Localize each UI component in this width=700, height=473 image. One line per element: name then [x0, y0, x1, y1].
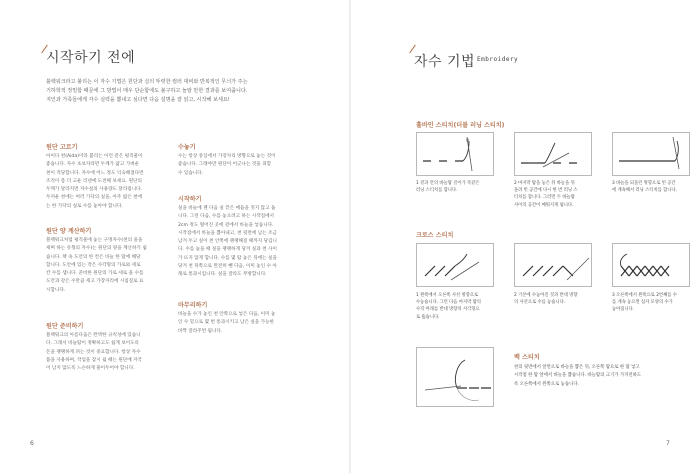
caption-line: 3 오른쪽에서 왼쪽으로 2번째를 수	[612, 293, 677, 298]
text-line: 좋습니다. 자수 초보자라면 두께가 얇고 가벼운	[46, 162, 140, 168]
page-title: 시작하기 전에	[46, 50, 136, 66]
holbein-step-2-illustration	[514, 132, 592, 176]
caption-line: 놓아집니다.	[612, 307, 635, 313]
caption-line: 1 겉과 안의 바늘땀 길이가 똑같은	[416, 181, 480, 186]
caption-line: 를 계속 놓으면 십자 모양의 수가	[612, 300, 673, 306]
section-heading-embroider: 수놓기	[178, 144, 196, 151]
page-title-techniques	[414, 51, 518, 71]
text-line: 시합니다.	[46, 287, 66, 293]
text-line: 는 한 가닥의 실로 수를 놓아야 합니다.	[46, 203, 123, 209]
holbein-step-3-illustration	[612, 132, 690, 176]
intro-paragraph	[46, 78, 248, 106]
text-line: 아이다 천(Aida)이라 불리는 이런 같은 평직물이	[46, 154, 143, 159]
caption-line: 수놓습니다. 그런 다음 마지막 땀의	[416, 300, 481, 306]
text-line: 블랙워크처럼 평직물에 놓는 구멍자수(천의 올을	[46, 238, 143, 243]
caption-line: 에 계속해서 러닝 스티치를 합니다.	[612, 188, 677, 194]
page-title-subtitle: Embroidery	[477, 56, 519, 63]
stitch-diagram	[515, 133, 593, 177]
holbein-step-1-caption	[416, 180, 496, 194]
section-heading-fabric: 원단 고르기	[46, 144, 78, 151]
text-line: 틀을 사용하며, 작업을 잠시 쉴 때는 원단에 자국	[46, 357, 142, 363]
stitch-diagram	[417, 133, 495, 177]
caption-line: 2 마지막 땀을 놓은 뒤 바늘을 뒤	[514, 181, 575, 186]
holbein-step-2-caption	[514, 180, 594, 209]
intro-line: 기하학적 정밀함 때문에 그 방법이 매우 단순함에도 불구하고 놀랄 만한 결과를 보여줍니다.	[46, 88, 248, 95]
caption-line: 러닝 스티치를 합니다.	[416, 188, 458, 194]
stitch-diagram	[417, 348, 495, 408]
stitch-diagram	[613, 244, 691, 288]
cross-step-3-illustration	[612, 243, 690, 287]
text-line: 바짝 잘라주면 됩니다.	[178, 328, 223, 334]
section-heading-prepare: 원단 준비하기	[46, 323, 84, 330]
section-text-prepare	[46, 332, 171, 373]
holbein-step-1-illustration	[416, 132, 494, 176]
cross-stitch-heading: 크로스 스티치	[416, 232, 454, 239]
text-line: 이 남지 않도록 느슨하게 풀어두어야 합니다.	[46, 366, 135, 372]
text-line: 수 있습니다.	[178, 170, 204, 176]
text-line: 칸 수를 셉니다. 준비한 원단의 가로 세로 올 수를	[46, 271, 144, 277]
text-line: 두께가 달라지면 자수실의 사용량도 달라집니다.	[46, 187, 143, 193]
intro-line: 지인과 가족들에게 자수 실력을 뽐내고 싶다면 다음 설명을 잘 읽고, 시작해 보세요!	[46, 97, 230, 104]
caption-line: 의 사선으로 수를 놓습니다.	[514, 300, 566, 306]
text-line: 2cm 정도 떨어진 곳에 겉에서 바늘을 넣습니다.	[178, 222, 274, 228]
text-line: 다. 그래서 바늘땀이 정확하고도 쉽게 보이도록	[46, 341, 140, 347]
text-line: 니다. 그런 다음, 수를 놓으려고 하는 시작점에서	[178, 214, 274, 220]
right-page	[350, 0, 700, 473]
section-text-start	[178, 205, 303, 280]
back-stitch-heading: 백 스티치	[514, 354, 540, 361]
text-line: 록 오른쪽에서 왼쪽으로 놓습니다.	[514, 381, 579, 387]
text-line: 좋습니다. 그래야만 원단이 어긋나는 것을 피할	[178, 162, 272, 168]
section-heading-amount: 원단 양 계산하기	[46, 228, 92, 235]
text-line: 시작점에서 바늘을 뽑아내고, 천 뒷면에 남는 조금	[178, 230, 277, 236]
intro-line: 블랙워크라고 불리는 이 자수 기법은 원단과 실의 뚜렷한 컬러 대비와 반복적인 무늬가 주는	[46, 79, 248, 85]
page-title-text: 자수 기법	[414, 54, 476, 70]
page-number-right: 7	[666, 440, 670, 447]
text-line: 가 뜨지 않게 합니다. 수를 몇 땀 놓은 뒤에는 실을	[178, 255, 277, 261]
text-line: 습니다. 책 속 도안의 한 칸은 바늘 한 땀에 해당	[46, 254, 141, 260]
cross-step-2-caption	[514, 292, 594, 306]
caption-line: 티치를 합니다. 그러면 두 바늘땀	[514, 195, 575, 201]
caption-line: 사이의 공간이 메워지게 됩니다.	[514, 202, 574, 208]
back-stitch-text	[514, 364, 674, 389]
text-line: 돈을 팽팽하게 펴는 것이 중요합니다. 항상 자수	[46, 349, 141, 355]
text-line: 세며 하는 유형의 자수)는 원단의 양을 계산하기 쉽	[46, 246, 147, 252]
cross-step-1-illustration	[416, 243, 494, 287]
text-line: 다. 수를 놓을 때 실을 팽팽하게 당겨 실과 천 사이	[178, 247, 277, 253]
text-line: 합니다. 도안에 있는 작은 사각형의 가로와 세로	[46, 262, 141, 268]
section-heading-finish: 마무리하기	[178, 302, 208, 309]
section-text-fabric	[46, 153, 171, 211]
text-line: 두꺼운 천에는 여러 가닥의 실을, 아주 얇은 천에	[46, 195, 142, 201]
text-line: 천의 뒷면에서 앞면으로 바늘을 뽑은 뒤, 오른쪽 땀으로 한 땀 넣고	[514, 365, 640, 370]
stitch-diagram	[515, 244, 593, 288]
holbein-stitch-heading: 홀바인 스티치(더블 러닝 스티치)	[416, 122, 505, 129]
cross-step-2-illustration	[514, 243, 592, 287]
text-line: 래로 통과시킵니다. 실을 잘라도 무방합니다.	[178, 272, 267, 278]
text-line: 시작점 한 땀 앞에서 바늘을 뽑습니다. 바늘땀의 크기가 가지런하도	[514, 373, 642, 379]
text-line: 블랙워크의 아름다움은 완벽한 규칙성에 있습니	[46, 333, 141, 338]
text-line: 바늘을 수가 놓인 천 안쪽으로 넣은 다음, 이미 놓	[178, 312, 276, 317]
text-line: 실을 바늘에 꿴 다음 실 끝은 매듭을 짓지 않고 둡	[178, 206, 276, 211]
section-text-finish	[178, 311, 303, 336]
page-number-left: 6	[30, 440, 34, 447]
text-line: 인 수 밑으로 몇 번 통과시키고 남은 실을 가능한	[178, 320, 274, 326]
text-line: 수는 항상 중심에서 가장자리 방향으로 놓는 것이	[178, 154, 276, 159]
section-heading-start: 시작하기	[178, 196, 202, 203]
cross-step-3-caption	[612, 292, 692, 314]
section-text-embroider	[178, 153, 303, 178]
caption-line: 1 왼쪽에서 오른쪽 사선 방향으로	[416, 293, 479, 298]
stitch-diagram	[417, 244, 495, 288]
text-line: 조직이 좀 더 고운 리넨에 도전해 보세요. 원단의	[46, 178, 142, 184]
text-line: 남겨 두고 실이 천 안쪽에 팽팽해질 때까지 당깁니	[178, 239, 277, 245]
caption-line: 수직 아래를 반대 방향의 사각형으	[416, 307, 480, 313]
holbein-step-3-caption	[612, 180, 692, 194]
back-stitch-illustration	[416, 347, 494, 407]
text-line: 당겨 천 뒤쪽으로 완전히 뺀 다음, 이미 놓인 수 아	[178, 264, 277, 270]
caption-line: 2 기본에 수놓아진 것과 반대 방향	[514, 293, 578, 298]
text-line: 도안과 같은 수만큼 세고 가장자리에 시침질로 표	[46, 279, 144, 285]
section-text-amount	[46, 237, 171, 295]
caption-line: 3 바늘을 되돌린 방향으로 빈 공간	[612, 181, 676, 186]
stitch-diagram	[613, 133, 691, 177]
caption-line: 돌려 빈 공간에 다시 한 번 러닝 스	[514, 188, 578, 194]
caption-line: 로 뚫습니다.	[416, 314, 440, 320]
text-line: 천이 적당합니다. 자수에 어느 정도 익숙해졌다면	[46, 170, 144, 176]
cross-step-1-caption	[416, 292, 496, 321]
